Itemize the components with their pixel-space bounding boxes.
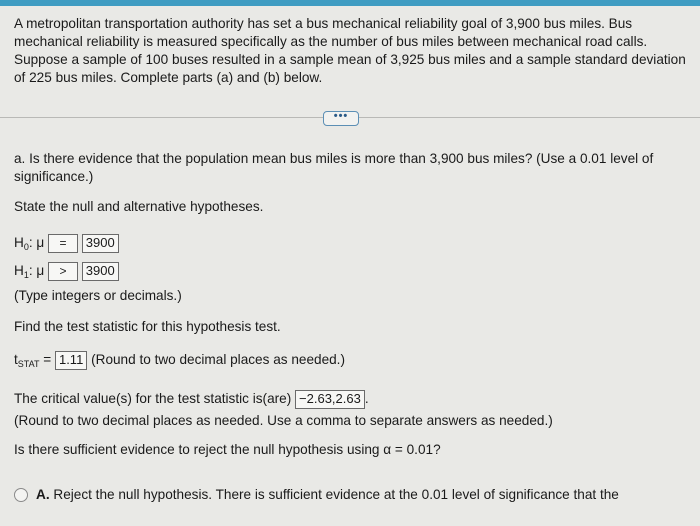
option-a-text: Reject the null hypothesis. There is sufficient evidence at the 0.01 level of significance that the [53, 487, 619, 502]
option-a-letter: A. [36, 487, 50, 502]
h1-label-mu: : μ [28, 263, 45, 278]
h0-label-mu: : μ [28, 235, 45, 250]
question-text: A metropolitan transportation authority has set a bus mechanical reliability goal of 3,900 bus miles. Bus mechanical reliability is measured specifically as the number of bus miles between mechanical road calls. Suppose a sample of 100 buses resulted in a sample mean of 3,925 bus miles and a sample standard deviation of 225 bus miles. Complete parts (a) and (b) below. [14, 16, 686, 85]
find-test-statistic-label: Find the test statistic for this hypothesis test. [14, 319, 281, 334]
type-note: (Type integers or decimals.) [14, 288, 182, 303]
critical-suffix: . [364, 391, 369, 406]
null-hypothesis-row [14, 233, 119, 253]
option-a-radio[interactable] [14, 488, 28, 502]
state-hypotheses-label: State the null and alternative hypotheses. [14, 199, 264, 214]
h1-label-sub: 1 [23, 270, 29, 280]
critical-value-input[interactable]: −2.63,2.63 [295, 390, 365, 409]
h1-label-h: H [14, 263, 24, 278]
part-a-prompt: a. Is there evidence that the population mean bus miles is more than 3,900 bus miles? (Use a 0.01 level of significance.) [14, 151, 654, 184]
h1-operator-select[interactable]: > [48, 262, 78, 281]
option-a[interactable] [14, 485, 619, 505]
critical-prefix: The critical value(s) for the test statistic is(are) [14, 391, 292, 406]
tstat-row [14, 350, 345, 370]
tstat-round-note: (Round to two decimal places as needed.) [91, 352, 345, 367]
critical-value-row [14, 389, 369, 409]
h0-operator-select[interactable]: = [48, 234, 78, 253]
h0-label-sub: 0 [23, 242, 29, 252]
tstat-label-t: t [14, 352, 18, 367]
tstat-value-input[interactable]: 1.11 [55, 351, 87, 370]
alt-hypothesis-row [14, 261, 119, 281]
h1-value-input[interactable]: 3900 [82, 262, 119, 281]
top-accent-bar [0, 0, 700, 6]
h0-label-h: H [14, 235, 24, 250]
h0-value-input[interactable]: 3900 [82, 234, 119, 253]
sufficient-evidence-question: Is there sufficient evidence to reject the null hypothesis using α = 0.01? [14, 442, 441, 457]
more-button[interactable]: ••• [323, 111, 359, 126]
tstat-label-sub: STAT [17, 359, 40, 369]
tstat-equals: = [43, 352, 52, 367]
critical-round-note: (Round to two decimal places as needed. Use a comma to separate answers as needed.) [14, 413, 553, 428]
